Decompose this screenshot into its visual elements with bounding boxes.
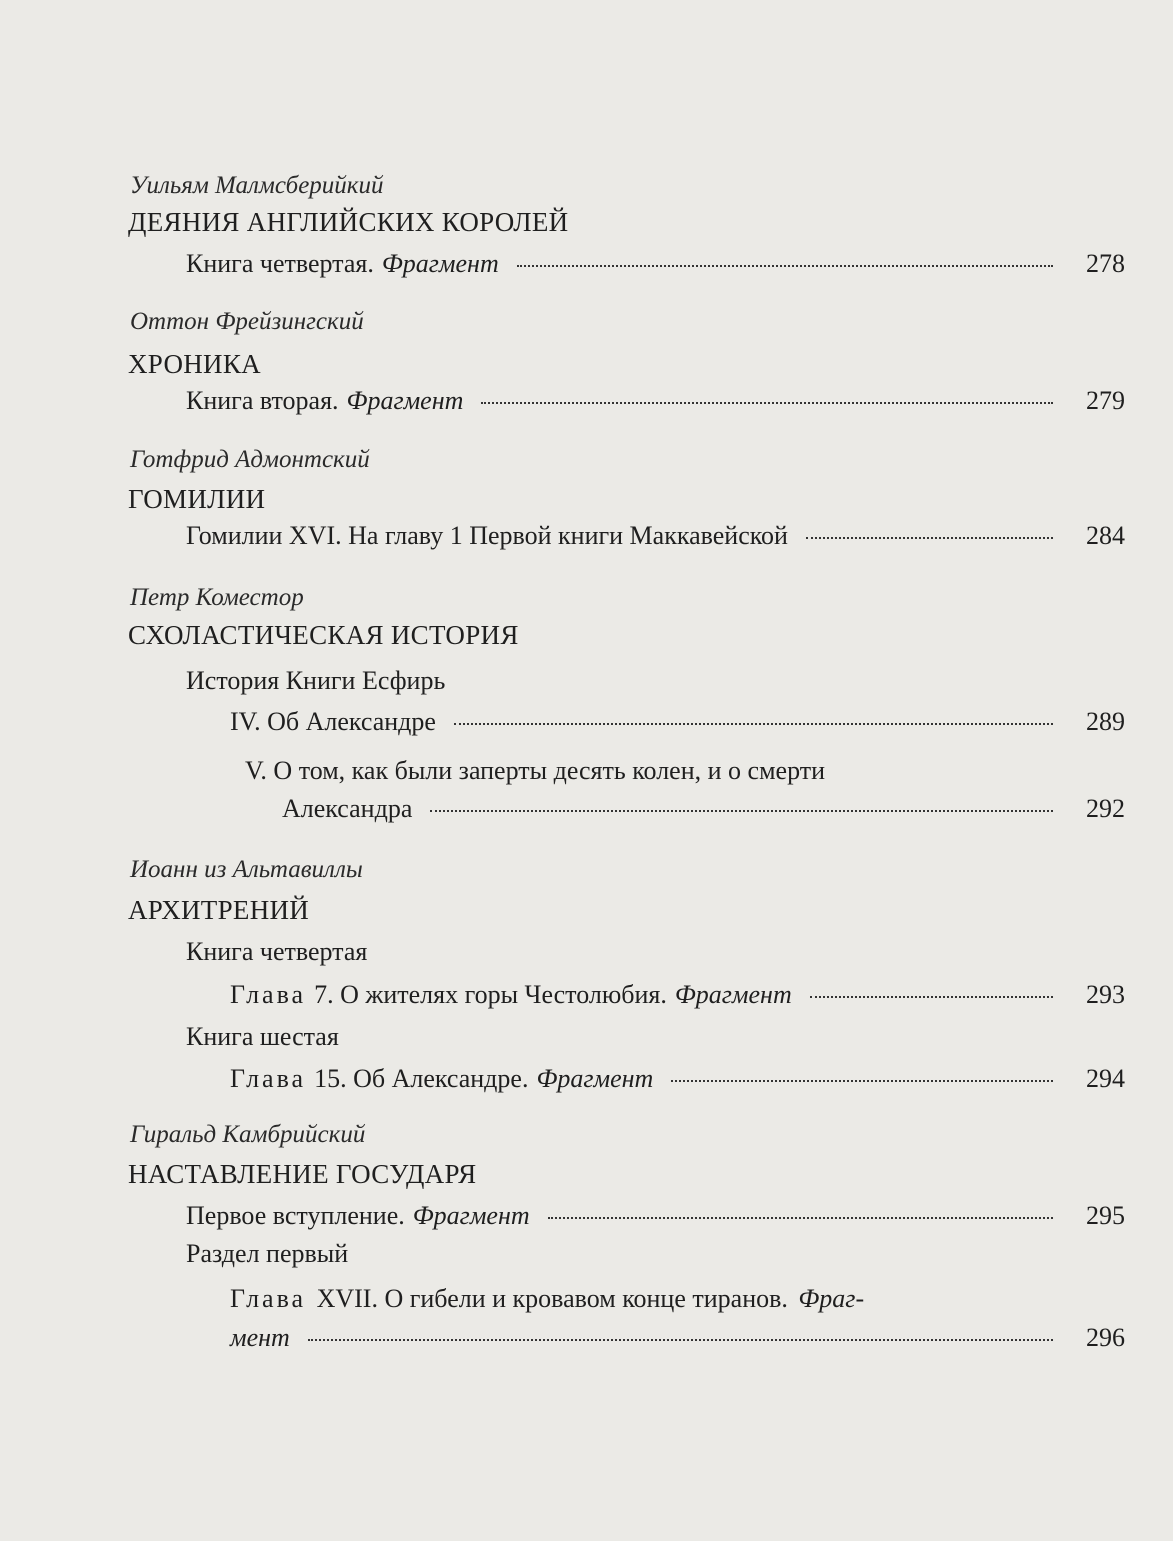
page-number: 284	[1086, 521, 1125, 550]
author-name: Иоанн из Альтавиллы	[130, 856, 363, 883]
book-subheading: История Книги Есфирь	[186, 666, 446, 695]
dot-leader	[430, 810, 1053, 812]
page-number: 292	[1086, 794, 1125, 823]
dot-leader	[806, 537, 1053, 539]
page-number: 289	[1086, 707, 1125, 736]
chapter-word: Глава	[230, 1284, 307, 1313]
dot-leader	[481, 402, 1053, 404]
book-subheading: Книга шестая	[186, 1022, 339, 1051]
page-number: 293	[1086, 980, 1125, 1009]
fragment-mark: Фраг-	[798, 1284, 865, 1313]
work-title: АРХИТРЕНИЙ	[128, 895, 310, 925]
work-title: ГОМИЛИИ	[128, 484, 266, 514]
entry-label: IV. Об Александре	[230, 707, 436, 736]
fragment-mark: Фрагмент	[536, 1064, 654, 1093]
page-number: 294	[1086, 1064, 1125, 1093]
fragment-mark: Фрагмент	[381, 249, 499, 278]
toc-entry[interactable]	[186, 386, 1125, 416]
chapter-line1[interactable]	[230, 1284, 864, 1314]
toc-entry[interactable]	[186, 249, 1125, 279]
fragment-mark: Фрагмент	[412, 1201, 530, 1230]
entry-label: Гомилии XVI. На главу 1 Первой книги Маккавейской	[186, 521, 788, 550]
page-number: 295	[1086, 1201, 1125, 1230]
dot-leader	[671, 1080, 1053, 1082]
entry-label-line1[interactable]: V. О том, как были заперты десять колен, и о смерти	[245, 756, 825, 785]
dot-leader	[308, 1339, 1053, 1341]
fragment-mark: Фрагмент	[346, 386, 464, 415]
entry-label: Книга вторая.	[186, 386, 339, 415]
chapter-word: Глава	[230, 980, 307, 1009]
toc-entry[interactable]	[230, 1064, 1125, 1094]
chapter-word: Глава	[230, 1064, 307, 1093]
work-title: ХРОНИКА	[128, 349, 261, 379]
fragment-mark: Фрагмент	[674, 980, 792, 1009]
toc-entry[interactable]	[186, 1201, 1125, 1231]
entry-label: 7. О жителях горы Честолюбия.	[314, 980, 667, 1009]
entry-label-line2: Александра	[282, 794, 413, 823]
page-number: 279	[1086, 386, 1125, 415]
author-name: Оттон Фрейзингский	[130, 308, 364, 335]
author-name: Готфрид Адмонтский	[130, 446, 370, 473]
toc-entry[interactable]	[282, 794, 1125, 824]
entry-label: 15. Об Александре.	[314, 1064, 529, 1093]
entry-label: Первое вступление.	[186, 1201, 405, 1230]
entry-label: XVII. О гибели и кровавом конце тиранов.	[316, 1284, 788, 1313]
toc-entry[interactable]	[230, 980, 1125, 1010]
author-name: Петр Коместор	[130, 584, 304, 611]
toc-entry[interactable]	[230, 707, 1125, 737]
fragment-mark: мент	[230, 1323, 290, 1352]
dot-leader	[548, 1217, 1053, 1219]
section-subheading: Раздел первый	[186, 1239, 349, 1268]
toc-entry[interactable]	[230, 1323, 1125, 1353]
page-number: 296	[1086, 1323, 1125, 1352]
toc-entry[interactable]	[186, 521, 1125, 551]
dot-leader	[454, 723, 1053, 725]
author-name: Уильям Малмсберийкий	[130, 172, 384, 199]
book-subheading: Книга четвертая	[186, 937, 368, 966]
work-title: СХОЛАСТИЧЕСКАЯ ИСТОРИЯ	[128, 620, 519, 650]
dot-leader	[810, 996, 1053, 998]
dot-leader	[517, 265, 1053, 267]
page-number: 278	[1086, 249, 1125, 278]
work-title: ДЕЯНИЯ АНГЛИЙСКИХ КОРОЛЕЙ	[128, 207, 569, 237]
entry-label: Книга четвертая.	[186, 249, 374, 278]
work-title: НАСТАВЛЕНИЕ ГОСУДАРЯ	[128, 1159, 477, 1189]
author-name: Гиральд Камбрийский	[130, 1121, 366, 1148]
